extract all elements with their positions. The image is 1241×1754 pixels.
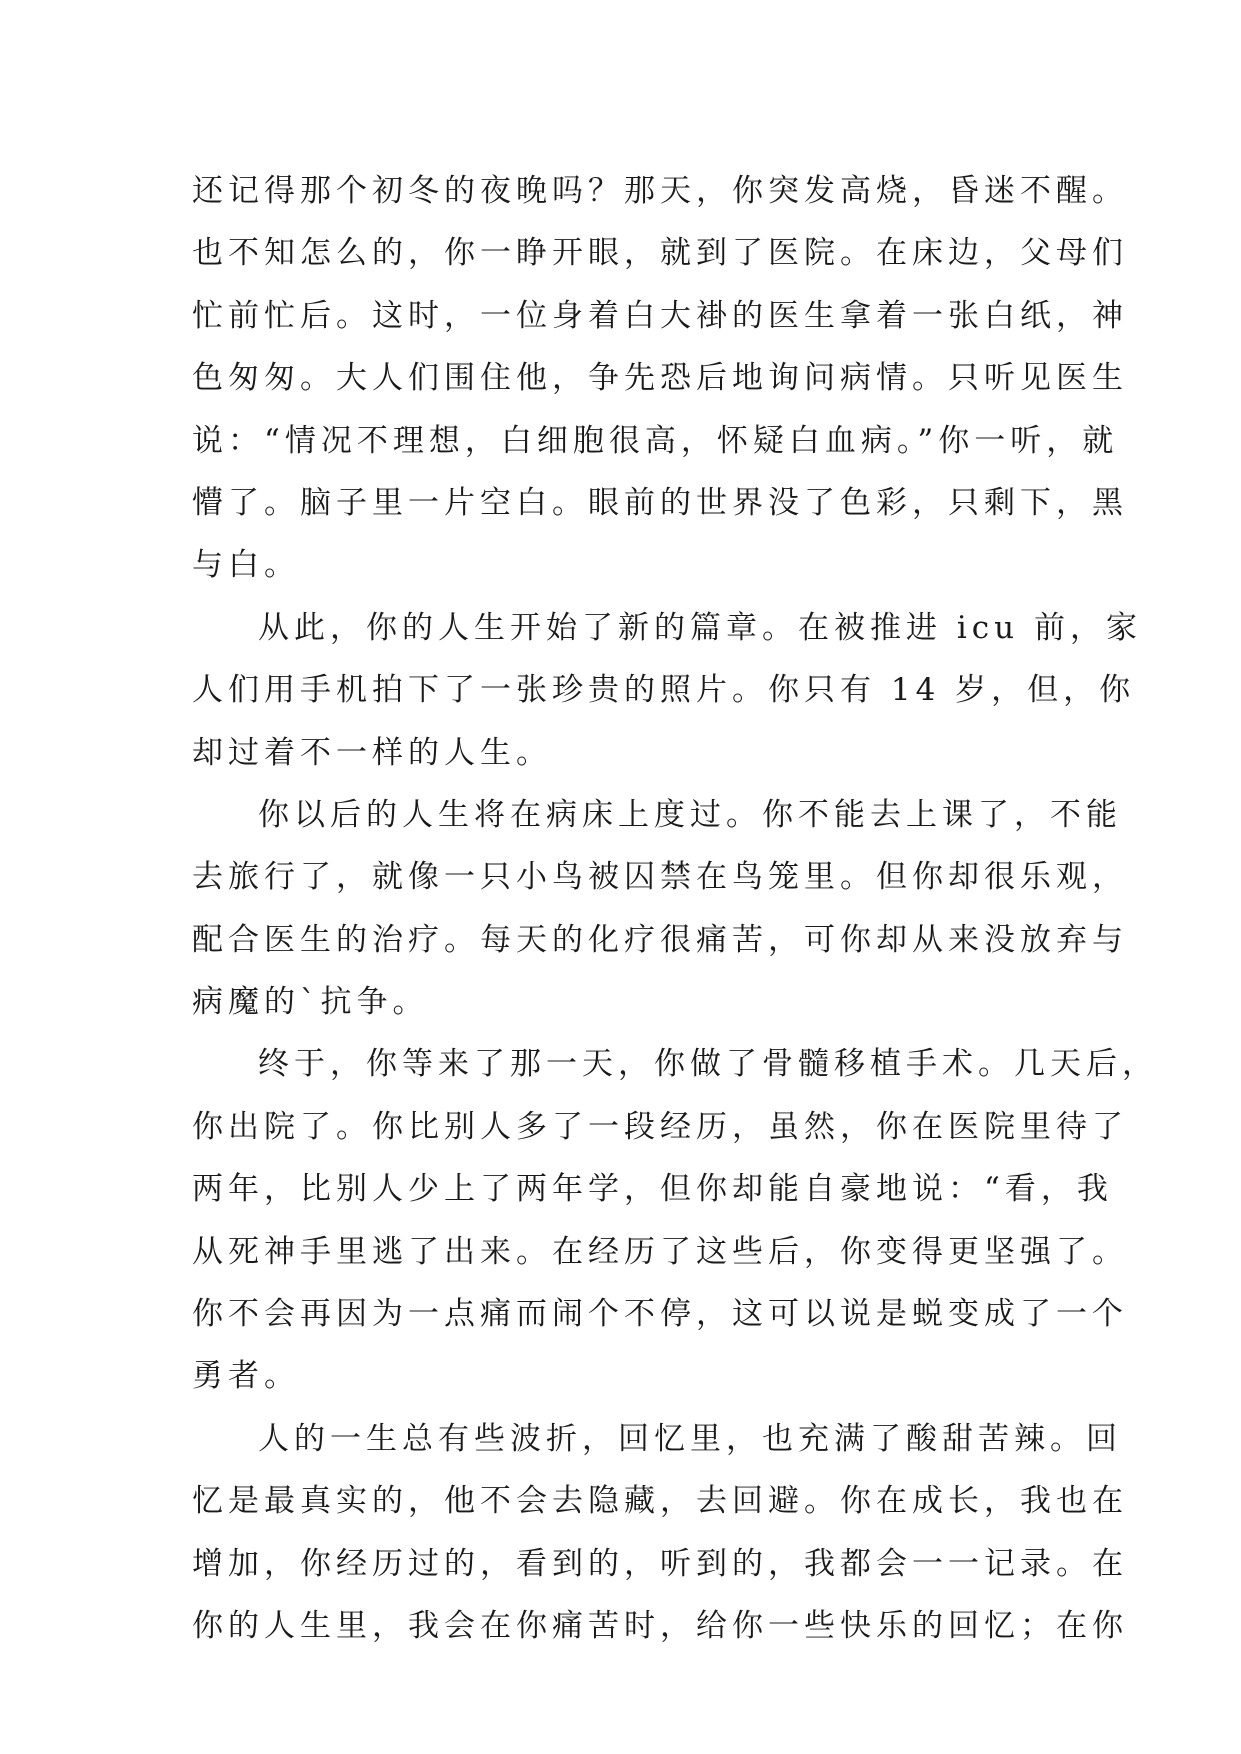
text-line: 人的一生总有些波折，回忆里，也充满了酸甜苦辣。回 — [258, 1420, 1122, 1457]
text-line: 终于，你等来了那一天，你做了骨髓移植手术。几天后， — [258, 1046, 1158, 1083]
paragraph-4 — [192, 1033, 1158, 1407]
text-line: 你出院了。你比别人多了一段经历，虽然，你在医院里待了 — [192, 1108, 1128, 1145]
text-line: 病魔的`抗争。 — [192, 984, 429, 1021]
text-line: 忆是最真实的，他不会去隐藏，去回避。你在成长，我也在 — [192, 1483, 1128, 1520]
text-line: 忙前忙后。这时，一位身着白大褂的医生拿着一张白纸，神 — [192, 297, 1128, 334]
text-line: 勇者。 — [192, 1358, 300, 1395]
text-line: 两年，比别人少上了两年学，但你却能自豪地说：“看，我 — [192, 1171, 1113, 1208]
text-line: 从此，你的人生开始了新的篇章。在被推进 icu 前，家 — [258, 609, 1142, 646]
text-line: 懵了。脑子里一片空白。眼前的世界没了色彩，只剩下，黑 — [192, 484, 1128, 521]
paragraph-2 — [192, 597, 1142, 784]
essay-body — [192, 160, 1158, 1657]
text-line: 你以后的人生将在病床上度过。你不能去上课了，不能 — [258, 796, 1122, 833]
text-line: 还记得那个初冬的夜晚吗？那天，你突发高烧，昏迷不醒。 — [192, 173, 1128, 209]
text-line: 色匆匆。大人们围住他，争先恐后地询问病情。只听见医生 — [192, 360, 1128, 397]
text-line: 也不知怎么的，你一睁开眼，就到了医院。在床边，父母们 — [192, 235, 1128, 272]
text-line: 你不会再因为一点痛而闹个不停，这可以说是蜕变成了一个 — [192, 1296, 1128, 1333]
paragraph-1 — [192, 160, 1128, 597]
text-line: 配合医生的治疗。每天的化疗很痛苦，可你却从来没放弃与 — [192, 921, 1128, 958]
text-line: 却过着不一样的人生。 — [192, 734, 552, 771]
text-line: 人们用手机拍下了一张珍贵的照片。你只有 14 岁，但，你 — [192, 672, 1136, 709]
paragraph-5 — [192, 1408, 1128, 1658]
text-line: 去旅行了，就像一只小鸟被囚禁在鸟笼里。但你却很乐观， — [192, 859, 1128, 896]
text-line: 增加，你经历过的，看到的，听到的，我都会一一记录。在 — [192, 1545, 1128, 1582]
text-line: 从死神手里逃了出来。在经历了这些后，你变得更坚强了。 — [192, 1233, 1128, 1270]
text-line: 你的人生里，我会在你痛苦时，给你一些快乐的回忆；在你 — [192, 1607, 1128, 1644]
paragraph-3 — [192, 784, 1128, 1034]
text-line: 说：“情况不理想，白细胞很高，怀疑白血病。”你一听，就 — [192, 422, 1119, 459]
text-line: 与白。 — [192, 547, 300, 584]
